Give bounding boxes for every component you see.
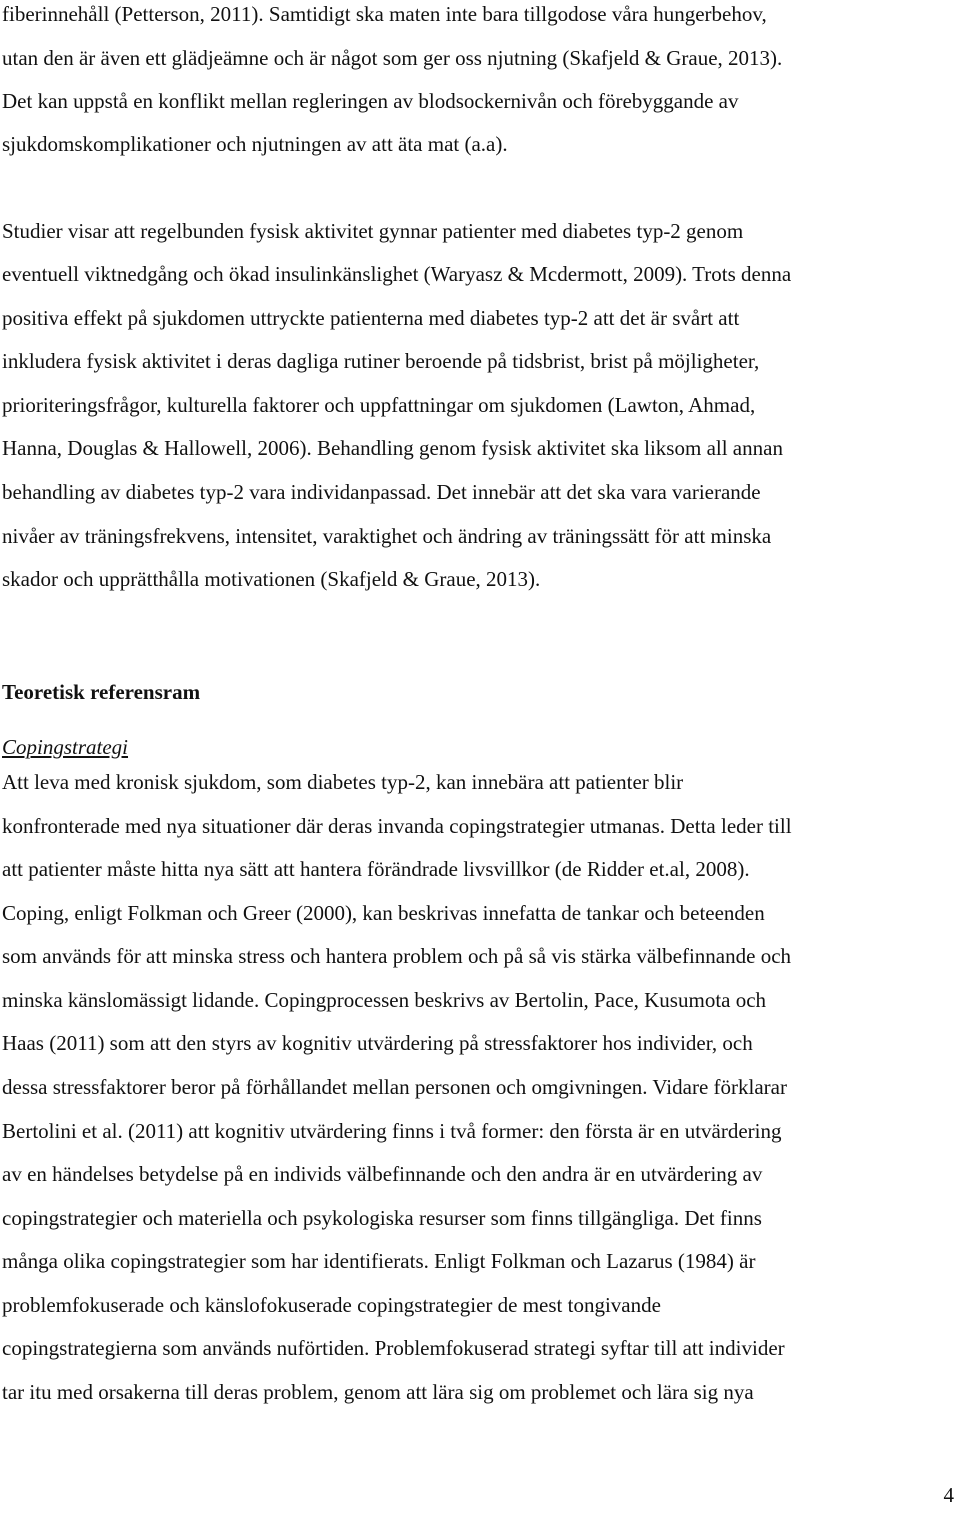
text-line: Haas (2011) som att den styrs av kognitiv utvärdering på stressfaktorer hos individer, och — [2, 1031, 753, 1055]
page-number: 4 — [943, 1483, 954, 1507]
section-heading: Teoretisk referensram — [2, 680, 201, 704]
text-line: copingstrategierna som används nuförtiden. Problemfokuserad strategi syftar till att individer — [2, 1336, 785, 1360]
text-line: nivåer av träningsfrekvens, intensitet, varaktighet och ändring av träningssätt för att minska — [2, 524, 772, 548]
text-line: fiberinnehåll (Petterson, 2011). Samtidigt ska maten inte bara tillgodose våra hungerbehov, — [2, 2, 767, 26]
text-line: prioriteringsfrågor, kulturella faktorer och uppfattningar om sjukdomen (Lawton, Ahmad, — [2, 393, 756, 417]
text-line: utan den är även ett glädjeämne och är något som ger oss njutning (Skafjeld & Graue, 2013). — [2, 46, 783, 70]
text-line: Hanna, Douglas & Hallowell, 2006). Behandling genom fysisk aktivitet ska liksom all annan — [2, 436, 783, 460]
text-line: copingstrategier och materiella och psykologiska resurser som finns tillgängliga. Det finns — [2, 1206, 762, 1230]
text-line: av en händelses betydelse på en individs välbefinnande och den andra är en utvärdering av — [2, 1162, 763, 1186]
text-line: tar itu med orsakerna till deras problem, genom att lära sig om problemet och lära sig nya — [2, 1380, 754, 1404]
text-line: Coping, enligt Folkman och Greer (2000), kan beskrivas innefatta de tankar och beteenden — [2, 901, 765, 925]
subsection-heading: Copingstrategi — [2, 735, 129, 759]
text-line: dessa stressfaktorer beror på förhållandet mellan personen och omgivningen. Vidare förklarar — [2, 1075, 787, 1099]
text-line: positiva effekt på sjukdomen uttryckte patienterna med diabetes typ-2 att det är svårt att — [2, 306, 740, 330]
text-line: minska känslomässigt lidande. Copingprocessen beskrivs av Bertolin, Pace, Kusumota och — [2, 988, 767, 1012]
text-line: problemfokuserade och känslofokuserade copingstrategier de mest tongivande — [2, 1293, 661, 1317]
text-line: eventuell viktnedgång och ökad insulinkänslighet (Waryasz & Mcdermott, 2009). Trots denna — [2, 262, 792, 286]
text-line: att patienter måste hitta nya sätt att hantera förändrade livsvillkor (de Ridder et.al, 2008). — [2, 857, 750, 881]
text-line: många olika copingstrategier som har identifierats. Enligt Folkman och Lazarus (1984) är — [2, 1249, 756, 1273]
text-line: konfronterade med nya situationer där deras invanda copingstrategier utmanas. Detta leder till — [2, 814, 792, 838]
text-line: Bertolini et al. (2011) att kognitiv utvärdering finns i två former: den första är en utvärdering — [2, 1119, 782, 1143]
text-line: sjukdomskomplikationer och njutningen av att äta mat (a.a). — [2, 132, 508, 156]
text-line: Studier visar att regelbunden fysisk aktivitet gynnar patienter med diabetes typ-2 genom — [2, 219, 744, 243]
text-line: behandling av diabetes typ-2 vara individanpassad. Det innebär att det ska vara varierande — [2, 480, 761, 504]
text-line: inkludera fysisk aktivitet i deras dagliga rutiner beroende på tidsbrist, brist på möjligheter, — [2, 349, 760, 373]
text-line: som används för att minska stress och hantera problem och på så vis stärka välbefinnande och — [2, 944, 792, 968]
text-line: skador och upprätthålla motivationen (Skafjeld & Graue, 2013). — [2, 567, 541, 591]
text-line: Det kan uppstå en konflikt mellan regleringen av blodsockernivån och förebyggande av — [2, 89, 739, 113]
text-line: Att leva med kronisk sjukdom, som diabetes typ-2, kan innebära att patienter blir — [2, 770, 684, 794]
